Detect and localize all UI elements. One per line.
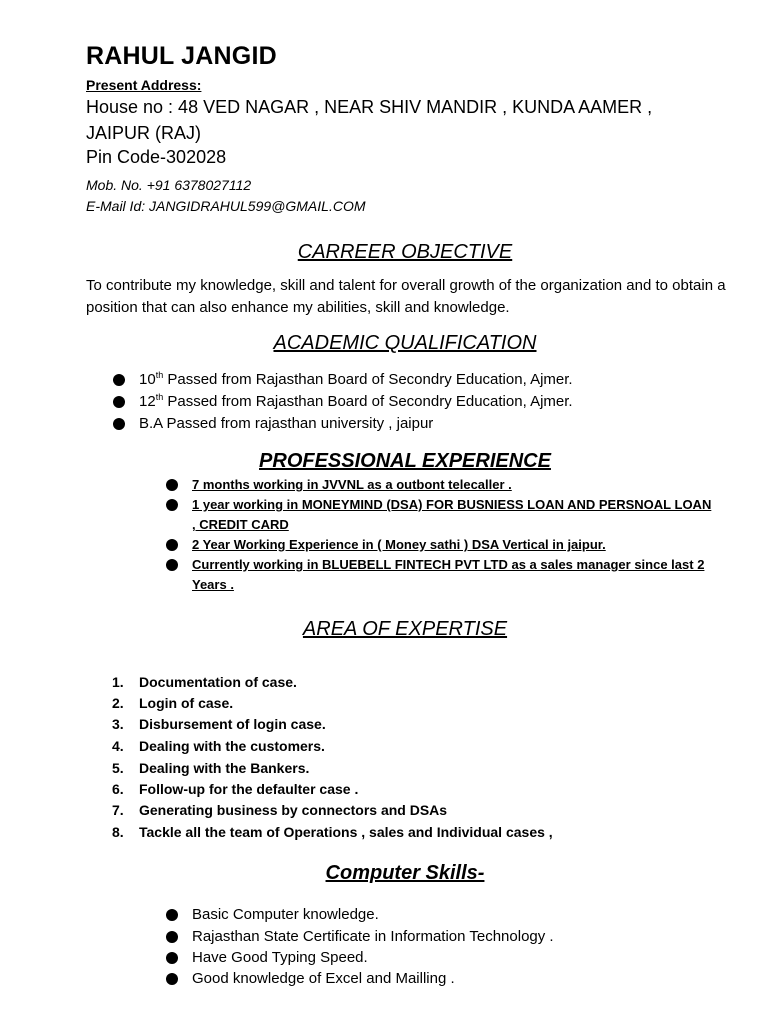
academic-heading: ACADEMIC QUALIFICATION: [273, 332, 537, 354]
item-number: 1.: [112, 674, 124, 690]
bullet-icon: [166, 931, 178, 943]
experience-item-text: 7 months working in JVVNL as a outbont telecaller .: [192, 477, 512, 492]
expertise-item-text: Generating business by connectors and DSAs: [139, 802, 448, 818]
bullet-icon: [166, 952, 178, 964]
skill-item-text: Have Good Typing Speed.: [192, 949, 368, 966]
bullet-icon: [113, 374, 125, 386]
experience-item-text: 1 year working in MONEYMIND (DSA) FOR BUSNIESS LOAN AND PERSNOAL LOAN , CREDIT CARD: [192, 497, 712, 532]
academic-item-text: 10th Passed from Rajasthan Board of Secondry Education, Ajmer.: [139, 370, 573, 388]
bullet-icon: [166, 539, 178, 551]
objective-heading: CARREER OBJECTIVE: [297, 241, 513, 263]
item-number: 7.: [112, 802, 124, 818]
expertise-heading: AREA OF EXPERTISE: [302, 618, 508, 640]
academic-item-text: B.A Passed from rajasthan university , jaipur: [139, 415, 434, 432]
bullet-icon: [166, 479, 178, 491]
item-number: 6.: [112, 781, 124, 797]
expertise-item-text: Disbursement of login case.: [139, 716, 326, 732]
address-line-2: JAIPUR (RAJ): [86, 123, 202, 143]
candidate-name: RAHUL JANGID: [86, 42, 277, 70]
address-line-1: House no : 48 VED NAGAR , NEAR SHIV MANDIR , KUNDA AAMER ,: [86, 97, 653, 117]
expertise-item-text: Follow-up for the defaulter case .: [139, 781, 359, 797]
item-number: 3.: [112, 716, 124, 732]
experience-item-text: 2 Year Working Experience in ( Money sathi ) DSA Vertical in jaipur.: [192, 537, 606, 552]
skill-item-text: Rajasthan State Certificate in Information Technology .: [192, 928, 554, 945]
pin-code: Pin Code-302028: [86, 147, 227, 167]
expertise-item-text: Dealing with the Bankers.: [139, 760, 310, 776]
bullet-icon: [166, 973, 178, 985]
item-number: 8.: [112, 824, 124, 840]
address-label: Present Address:: [86, 77, 202, 93]
bullet-icon: [113, 418, 125, 430]
expertise-item-text: Documentation of case.: [139, 674, 297, 690]
expertise-item-text: Login of case.: [139, 695, 234, 711]
item-number: 2.: [112, 695, 124, 711]
expertise-item-text: Tackle all the team of Operations , sales and Individual cases ,: [139, 824, 553, 840]
bullet-icon: [166, 499, 178, 511]
experience-heading: PROFESSIONAL EXPERIENCE: [259, 450, 551, 472]
bullet-icon: [166, 909, 178, 921]
item-number: 5.: [112, 760, 124, 776]
skills-heading: Computer Skills-: [325, 862, 485, 884]
objective-text: To contribute my knowledge, skill and talent for overall growth of the organization and to obtain a position that can also enhance my abilities, skill and knowledge.: [86, 277, 726, 316]
bullet-icon: [113, 396, 125, 408]
skill-item-text: Basic Computer knowledge.: [192, 906, 379, 923]
item-number: 4.: [112, 738, 124, 754]
skill-item-text: Good knowledge of Excel and Mailling .: [192, 970, 455, 987]
bullet-icon: [166, 559, 178, 571]
experience-item-text: Currently working in BLUEBELL FINTECH PVT LTD as a sales manager since last 2 Years .: [192, 557, 705, 592]
email-address: E-Mail Id: JANGIDRAHUL599@GMAIL.COM: [86, 198, 366, 214]
expertise-item-text: Dealing with the customers.: [139, 738, 325, 754]
academic-item-text: 12th Passed from Rajasthan Board of Secondry Education, Ajmer.: [139, 392, 573, 410]
mobile-number: Mob. No. +91 6378027112: [86, 177, 252, 193]
